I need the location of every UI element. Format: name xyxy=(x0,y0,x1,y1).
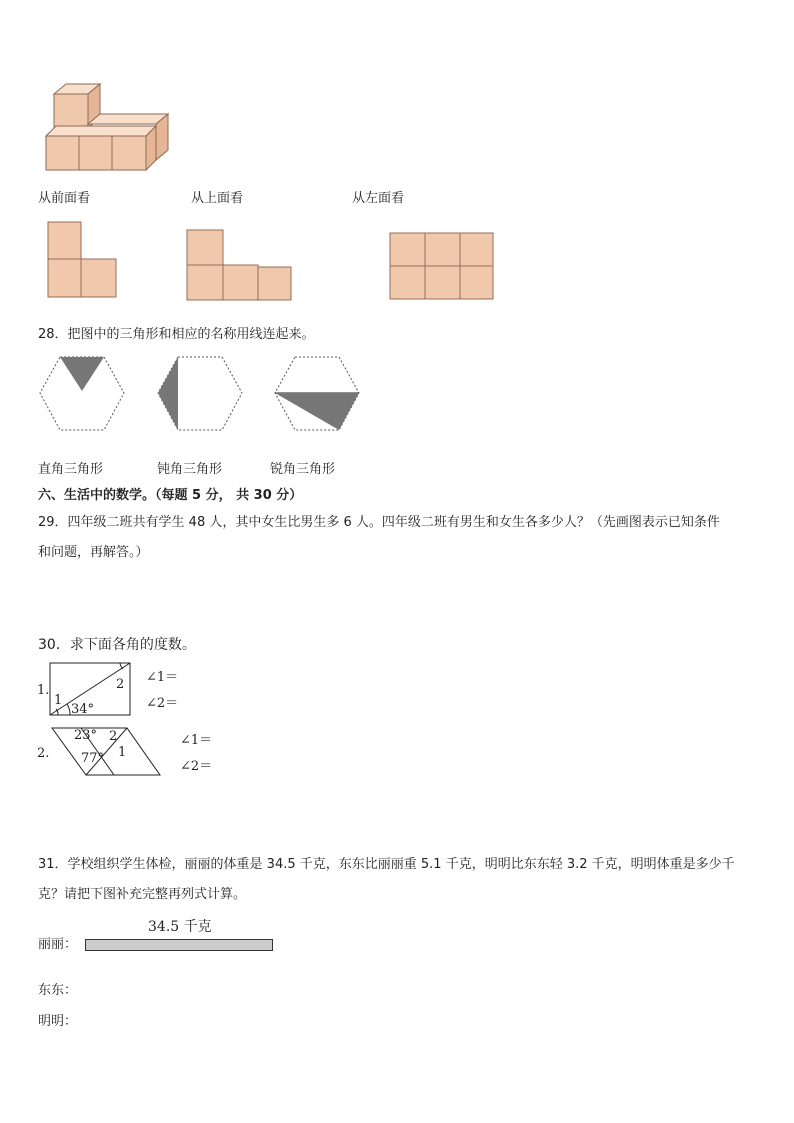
row-label-dongdong: 东东： xyxy=(38,983,78,998)
q31-line2: 克？请把下图补充完整再列式计算。 xyxy=(38,887,247,902)
q28-text: 28．把图中的三角形和相应的名称用线连起来。 xyxy=(38,327,315,342)
cube-stack-figure xyxy=(42,80,172,175)
triangle-name-obtuse: 钝角三角形 xyxy=(157,462,223,477)
view-shape-top xyxy=(186,229,296,304)
section-heading: 六、生活中的数学。（每题 5 分， 共 30 分） xyxy=(38,488,303,503)
weight-bar xyxy=(85,939,273,951)
q29-line2: 和问题，再解答。） xyxy=(38,545,149,560)
view-label-left: 从左面看 xyxy=(352,191,405,206)
fig2-given-b: 77° xyxy=(81,751,105,766)
triangle-name-right: 直角三角形 xyxy=(38,462,104,477)
hexagon-1 xyxy=(38,355,128,435)
fig1-angle2-label: 2 xyxy=(116,677,125,692)
hexagon-2 xyxy=(156,355,246,435)
hexagon-3 xyxy=(273,355,363,435)
row-label-lili: 丽丽： xyxy=(38,937,78,952)
fig1-answer1: ∠1＝ xyxy=(146,670,179,685)
angle-figure-2 xyxy=(36,725,236,790)
fig2-number: 2. xyxy=(37,746,50,761)
q30-text: 30．求下面各角的度数。 xyxy=(38,637,196,653)
fig2-given-a: 23° xyxy=(74,728,98,743)
fig2-answer2: ∠2＝ xyxy=(180,759,213,774)
angle-figure-1 xyxy=(36,660,226,725)
fig2-answer1: ∠1＝ xyxy=(180,733,213,748)
view-shape-front xyxy=(47,221,119,301)
q31-line1: 31．学校组织学生体检，丽丽的体重是 34.5 千克，东东比丽丽重 5.1 千克，明明比东东轻 3.2 千克，明明体重是多少千 xyxy=(38,857,735,872)
fig2-angle1-label: 1 xyxy=(118,745,127,760)
fig1-given-angle: 34° xyxy=(71,702,95,717)
fig1-answer2: ∠2＝ xyxy=(146,696,179,711)
view-label-top: 从上面看 xyxy=(191,191,244,206)
q29-line1: 29．四年级二班共有学生 48 人，其中女生比男生多 6 人。四年级二班有男生和女生各多少人？（先画图表示已知条件 xyxy=(38,515,720,530)
fig2-angle2-label: 2 xyxy=(109,729,118,744)
fig1-angle1-label: 1 xyxy=(54,693,63,708)
fig1-number: 1. xyxy=(37,683,50,698)
row-label-mingming: 明明： xyxy=(38,1014,78,1029)
triangle-name-acute: 锐角三角形 xyxy=(270,462,336,477)
view-shape-left xyxy=(389,232,499,304)
view-label-front: 从前面看 xyxy=(38,191,91,206)
bar-value-label: 34.5 千克 xyxy=(148,919,212,935)
